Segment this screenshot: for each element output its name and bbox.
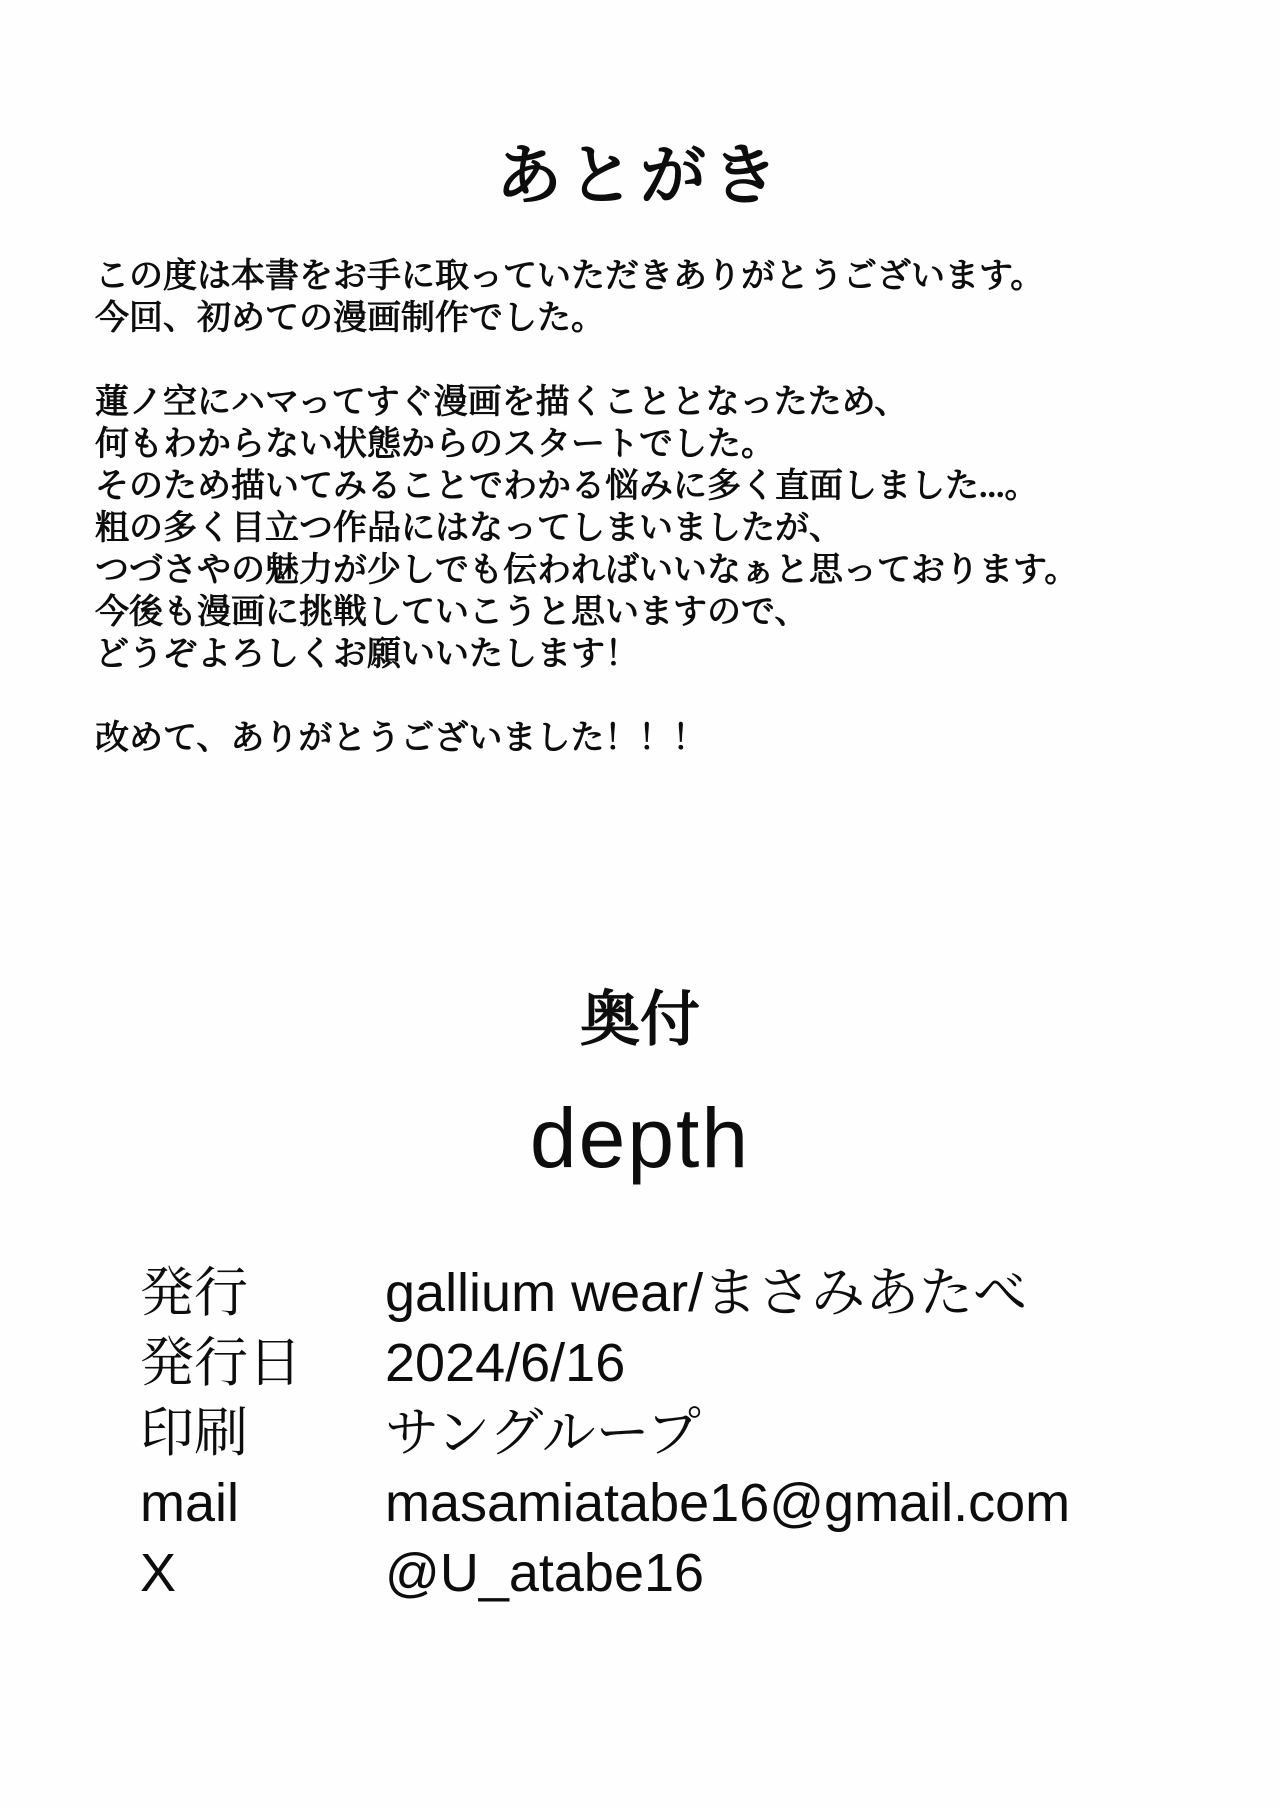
- publish-date-label: 発行日: [140, 1333, 302, 1393]
- afterword-line: つづさやの魅力が少しでも伝わればいいなぁと思っております。: [95, 552, 1079, 589]
- book-title: depth: [529, 1091, 751, 1185]
- afterword-body: [95, 256, 1230, 802]
- afterword-line: この度は本書をお手に取っていただきありがとうございます。: [95, 258, 1045, 295]
- colophon-row-publish-date: [140, 1328, 1240, 1398]
- afterword-line: 改めて、ありがとうございました！！！: [95, 720, 707, 757]
- colophon-table: [140, 1258, 1240, 1608]
- afterword-line: 今後も漫画に挑戦していこうと思いますので、: [95, 594, 809, 631]
- x-account-label: X: [140, 1543, 177, 1603]
- colophon-title: 奥付: [580, 986, 700, 1053]
- publisher-value: gallium wear/まさみあたべ: [385, 1263, 1028, 1323]
- publisher-label: 発行: [140, 1263, 248, 1323]
- colophon-row-publisher: [140, 1258, 1240, 1328]
- afterword-line: そのため描いてみることでわかる悩みに多く直面しました...。: [95, 468, 1039, 505]
- publish-date-value: 2024/6/16: [385, 1333, 626, 1393]
- afterword-line: 粗の多く目立つ作品にはなってしまいましたが、: [95, 510, 843, 547]
- mail-value: masamiatabe16@gmail.com: [385, 1473, 1071, 1533]
- afterword-line: 今回、初めての漫画制作でした。: [95, 300, 605, 337]
- afterword-title: あとがき: [496, 140, 784, 213]
- printer-value: サングループ: [385, 1403, 701, 1463]
- afterword-line: どうぞよろしくお願いいたします！: [95, 636, 639, 673]
- afterword-line: 蓮ノ空にハマってすぐ漫画を描くこととなったため、: [95, 384, 909, 421]
- mail-label: mail: [140, 1473, 240, 1533]
- afterword-line: 何もわからない状態からのスタートでした。: [95, 426, 775, 463]
- x-account-value: @U_atabe16: [385, 1543, 705, 1603]
- afterword-paragraph-1: [95, 256, 1230, 340]
- colophon-row-x-account: [140, 1538, 1240, 1608]
- printer-label: 印刷: [140, 1403, 248, 1463]
- colophon-row-printer: [140, 1398, 1240, 1468]
- colophon-row-mail: [140, 1468, 1240, 1538]
- afterword-paragraph-2: [95, 382, 1230, 676]
- afterword-paragraph-3: [95, 718, 1230, 760]
